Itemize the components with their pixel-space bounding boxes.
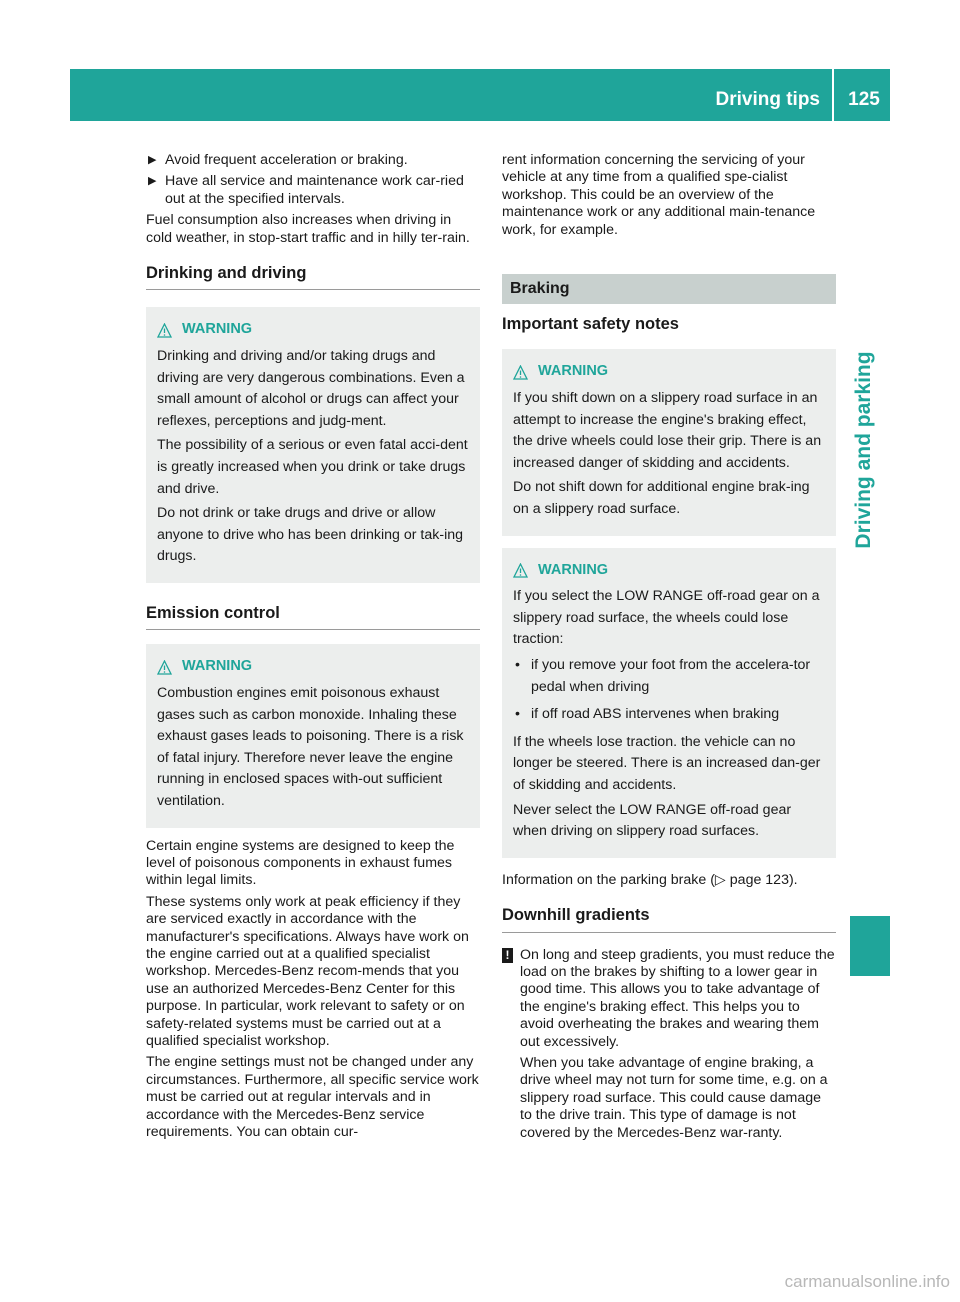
warning-text: Combustion engines emit poisonous exhaust gases such as carbon monoxide. Inhaling these exhaust gases leads to poisoning. There is a risk of fatal injury. Therefore never leave the engine running in enclosed spaces with-out sufficient ventilation. (157, 684, 464, 809)
warning-triangle-icon (157, 323, 172, 338)
braking-section-bar: Braking (502, 274, 836, 304)
warning-box-emission (146, 644, 480, 827)
warning-text: Do not drink or take drugs and drive or allow anyone to drive who has been drinking or tak-ing drugs. (157, 505, 464, 565)
warning-header (513, 361, 827, 383)
bullet-item (513, 655, 827, 698)
header-title: Driving tips (715, 89, 820, 110)
drinking-heading: Drinking and driving (146, 265, 480, 290)
warning-label: WARNING (538, 561, 609, 578)
bullet-text: if off road ABS intervenes when braking (531, 706, 780, 723)
step-text: Have all service and maintenance work car-ried out at the specified intervals. (165, 173, 464, 207)
warning-label: WARNING (182, 321, 253, 338)
warning-box-shift (502, 349, 836, 535)
warning-text: If you select the LOW RANGE off-road gear on a slippery road surface, the wheels could lose traction: (513, 588, 820, 648)
side-tab-block (850, 916, 890, 976)
fuel-paragraph: Fuel consumption also increases when driving in cold weather, in stop-start traffic and in hilly ter-rain. (146, 212, 470, 246)
warning-header (157, 319, 471, 341)
continued-paragraph: rent information concerning the servicing of your vehicle at any time from a qualified spe-cialist workshop. This could be an overview of the maintenance work or any additional main-tenance work, for example. (502, 152, 816, 238)
warning-triangle-icon (513, 563, 528, 578)
side-tab-label: Driving and parking (852, 351, 875, 549)
warning-text: Drinking and driving and/or taking drugs and driving are very dangerous combinations. Even a small amount of alcohol or drugs can affect your reflexes, perceptions and judg-ment. (157, 348, 465, 429)
downhill-heading: Downhill gradients (502, 907, 836, 932)
emission-paragraph: The engine settings must not be changed under any circumstances. Furthermore, all specific service work must be carried out at regular intervals and in accordance with the Mercedes-Benz service requirements. You can obtain cur- (146, 1054, 479, 1141)
warning-triangle-icon (157, 660, 172, 675)
emission-heading: Emission control (146, 605, 480, 630)
safety-heading: Important safety notes (502, 315, 679, 334)
arrow-icon: ▶ (148, 154, 157, 166)
note-block (502, 947, 836, 1142)
step-text: Avoid frequent acceleration or braking. (165, 152, 408, 168)
exclamation-icon: ! (502, 948, 513, 963)
bullet-icon: • (515, 656, 520, 673)
warning-label: WARNING (182, 658, 253, 675)
warning-text: The possibility of a serious or even fatal acci-dent is greatly increased when you drink or take drugs and drive. (157, 437, 468, 497)
warning-box-low-range (502, 548, 836, 858)
arrow-icon: ▶ (148, 175, 157, 188)
step-item (146, 173, 480, 208)
watermark: carmanualsonline.info (784, 1272, 950, 1291)
bullet-text: if you remove your foot from the accelera-tor pedal when driving (531, 656, 811, 695)
right-column (502, 152, 836, 1146)
warning-header (513, 560, 827, 582)
note-text: When you take advantage of engine braking, a drive wheel may not turn for some time, e.g. on a slippery road surface. This could cause damage to the drive train. This type of damage is not covered by the Mercedes-Benz war-ranty. (520, 1054, 828, 1141)
warning-label: WARNING (538, 363, 609, 380)
bullet-item (513, 704, 827, 726)
warning-text: Do not shift down for additional engine brak-ing on a slippery road surface. (513, 479, 810, 517)
emission-paragraph: Certain engine systems are designed to keep the level of poisonous components in exhaust fumes within legal limits. (146, 837, 455, 889)
bullet-icon: • (515, 706, 520, 723)
warning-box-drinking (146, 307, 480, 583)
header-divider (832, 69, 834, 121)
emission-paragraph: These systems only work at peak efficiency if they are serviced exactly in accordance with the manufacturer's specifications. Always have work on the engine carried out at a qualified specialist workshop. Mercedes-Benz recom-mends that you use an authorized Mercedes-Benz Center for this purpose. In particular, work relevant to safety or on safety-related systems must be carried out at a qualified specialist workshop. (146, 893, 469, 1049)
note-text: On long and steep gradients, you must reduce the load on the brakes by shifting to a lower gear in good time. This allows you to take advantage of the engine's braking effect. This helps you to avoid overheating the brakes and wearing them out excessively. (520, 946, 835, 1050)
warning-triangle-icon (513, 365, 528, 380)
warning-text: Never select the LOW RANGE off-road gear when driving on slippery road surfaces. (513, 801, 792, 840)
side-tab (838, 305, 890, 595)
parking-brake-reference: Information on the parking brake (▷ page 123). (502, 871, 798, 888)
warning-text: If you shift down on a slippery road surface in an attempt to increase the engine's braking effect, the drive wheels could lose their grip. There is an increased danger of skidding and accidents. (513, 390, 822, 471)
left-column (146, 152, 480, 1145)
warning-header (157, 656, 471, 678)
page-number: 125 (848, 89, 880, 110)
warning-text: If the wheels lose traction. the vehicle can no longer be steered. There is an increased dan-ger of skidding and accidents. (513, 733, 821, 793)
step-item (146, 152, 480, 169)
